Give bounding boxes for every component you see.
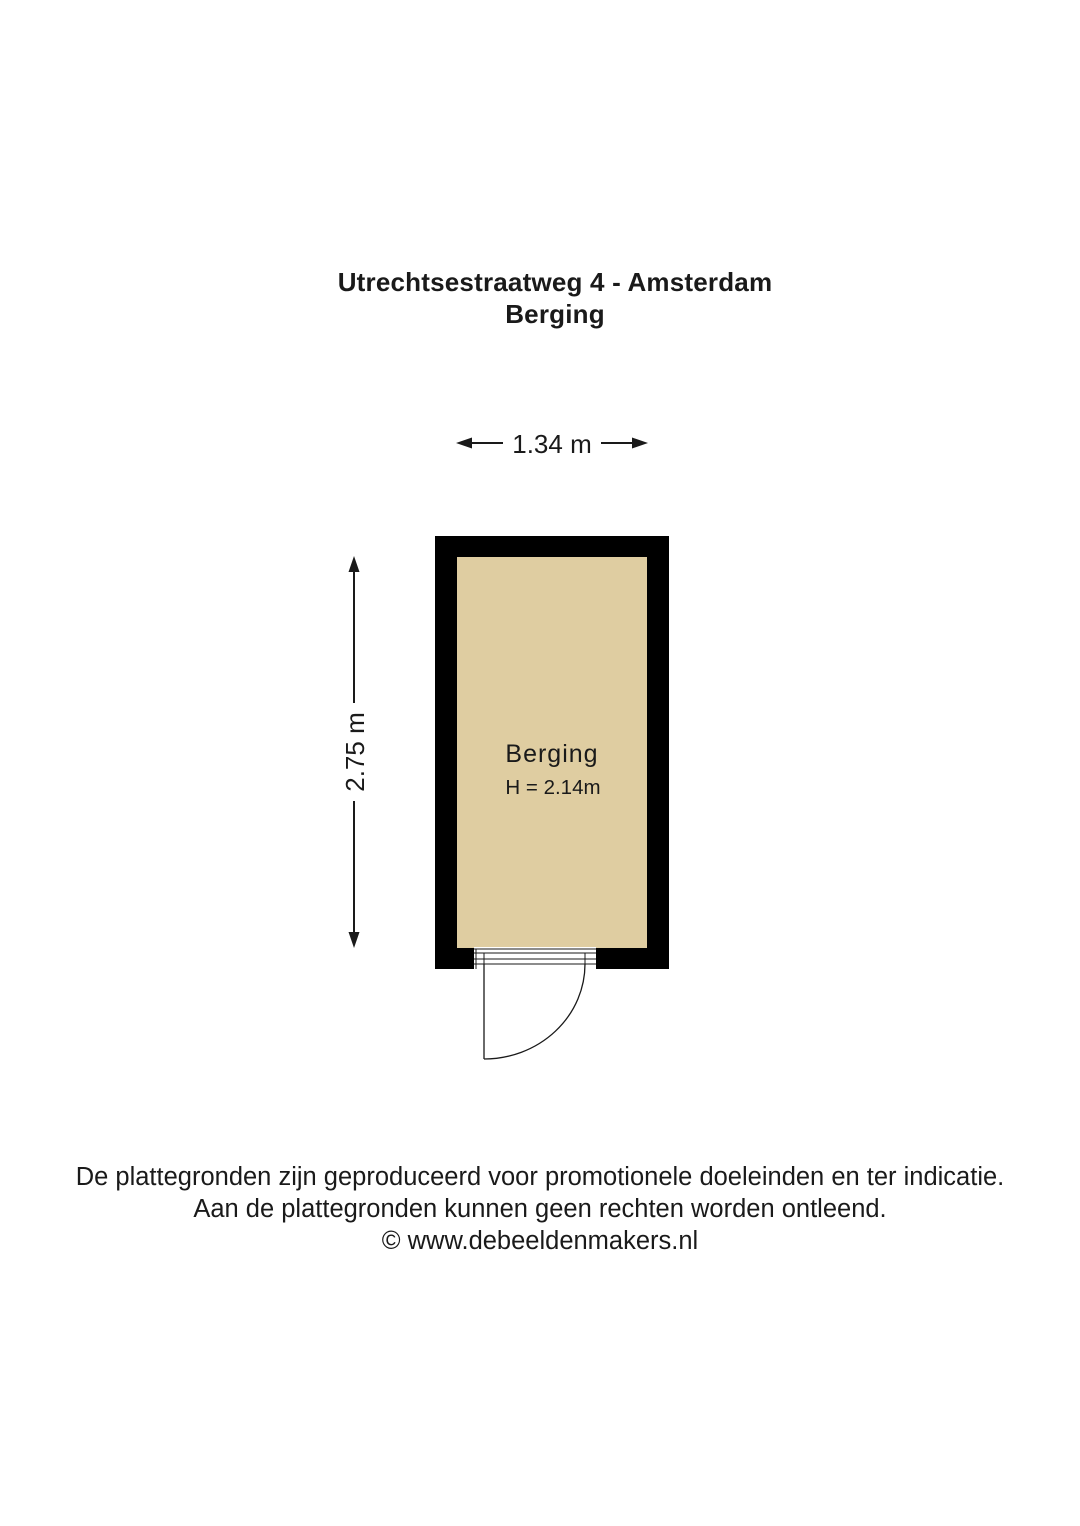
floor-title: Berging: [505, 299, 605, 329]
depth-dimension-label: 2.75 m: [340, 712, 370, 792]
door-swing-arc: [484, 964, 585, 1059]
room-berging: [435, 536, 669, 1059]
width-dimension-label: 1.34 m: [512, 429, 592, 459]
depth-dimension: [340, 556, 370, 948]
disclaimer: [0, 1161, 1080, 1257]
address-title: Utrechtsestraatweg 4 - Amsterdam: [337, 267, 773, 297]
room-name-label: Berging: [505, 740, 599, 768]
arrow-left-icon: [456, 438, 472, 449]
width-dimension: [456, 429, 648, 459]
disclaimer-line-1: De plattegronden zijn geproduceerd voor promotionele doeleinden en ter indicatie.: [75, 1163, 1005, 1191]
arrow-up-icon: [349, 556, 360, 572]
room-height-label: H = 2.14m: [505, 776, 601, 799]
copyright-link[interactable]: © www.debeeldenmakers.nl: [381, 1227, 699, 1255]
arrow-down-icon: [349, 932, 360, 948]
arrow-right-icon: [632, 438, 648, 449]
disclaimer-line-2: Aan de plattegronden kunnen geen rechten worden ontleend.: [193, 1195, 887, 1223]
